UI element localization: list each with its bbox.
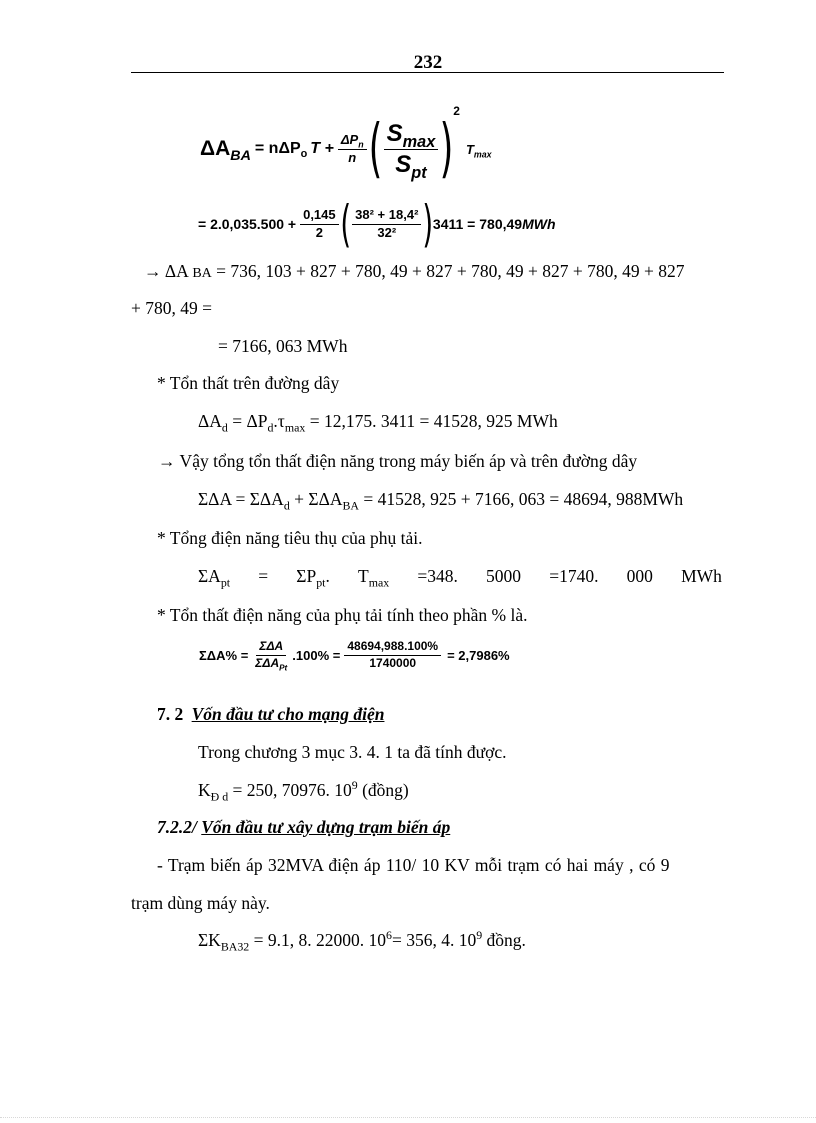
formula-term-b: T + <box>310 140 334 157</box>
paren-left: ( <box>368 112 382 186</box>
line-station-1: - Trạm biến áp 32MVA điện áp 110/ 10 KV mỗi trạm có hai máy , có 9 <box>157 855 670 875</box>
paren-right: ) <box>439 112 454 186</box>
section-7-2-2-number: 7.2.2/ <box>157 817 197 837</box>
line-chapter-ref: Trong chương 3 mục 3. 4. 1 ta đã tính được. <box>198 742 507 762</box>
line-k-investment: $K_{Đ d} = 250$, 70976. $10^9$ (đồng) <box>198 778 409 804</box>
page-number: 232 <box>413 52 443 73</box>
formula-transformer-loss <box>200 104 492 186</box>
header-rule <box>131 72 724 73</box>
paren-right-2: ) <box>422 195 434 253</box>
formula2-result: 3411 = 780,49 <box>432 216 523 232</box>
formula3-fraction-1: $\frac{\text{ΣΔA}}{\Sigma\Delta A_{Pt}}$ <box>255 639 288 673</box>
line-total-loss: $\Sigma\Delta A = \Sigma\Delta A_d + \Sigma\Delta A_{BA} = 41528$, 925 + 7166, 063 = 48694, 988MWh <box>198 489 684 513</box>
formula-transformer-loss-values <box>198 195 556 253</box>
formula-percent-loss: ΣΔA% = $\frac{\text{ΣΔA}}{\Sigma\Delta A_{Pt}}$ .100% = $\frac{48694,988.100\%}{1740000}$ = 2,7986% <box>199 639 510 673</box>
heading-line-loss: * Tổn thất trên đường dây <box>157 373 340 393</box>
formula-term-a: = nΔP$_o$ <box>254 140 308 161</box>
formula2-inner-fraction: $\frac{\text{38² + 18,4²}}{\text{32²}}$ <box>352 208 421 241</box>
page-bottom-border <box>0 1117 816 1118</box>
section-7-2 <box>157 704 384 725</box>
heading-consumption: * Tổng điện năng tiêu thụ của phụ tải. <box>157 528 423 548</box>
line-delta-a-ba-cont: + 780, 49 = <box>131 298 212 318</box>
formula2-fraction: $\frac{0,145}{2}$ <box>300 208 339 241</box>
section-7-2-2 <box>157 817 450 838</box>
line-delta-a-ba: → ΔA BA = 736, 103 + 827 + 780, 49 + 827 + 780, 49 + 827 + 780, 49 + 827 <box>144 261 685 281</box>
formula-power: 2 <box>453 104 460 118</box>
section-7-2-2-title: Vốn đầu tư xây dựng trạm biến áp <box>201 817 451 837</box>
line-consumption: $\Sigma A_{pt}$ = $\Sigma P_{pt}$. $T_{max}$ =348. 5000 =1740. 000 MWh <box>198 566 722 590</box>
heading-percent: * Tổn thất điện năng của phụ tải tính theo phần % là. <box>157 605 528 625</box>
formula-lhs: $\Delta A_{BA}$ <box>200 137 251 165</box>
line-kba32: $\Sigma K_{BA32} = 9.1$, 8. 22000. $10^6= 356$, 4. $10^9$ đồng. <box>198 928 526 954</box>
formula2-lead: = 2.0,035.500 + <box>198 216 297 232</box>
formula-fraction-dpn: $\frac{\Delta P_n}{n}$ <box>338 133 367 166</box>
line-total-intro: → Vậy tổng tổn thất điện năng trong máy biến áp và trên đường dây <box>158 451 638 471</box>
paren-left-2: ( <box>340 195 351 253</box>
section-7-2-title: Vốn đầu tư cho mạng điện <box>191 704 385 724</box>
formula-tail: $T_{max}$ <box>465 141 492 160</box>
line-delta-a-ba-result: = 7166, 063 MWh <box>218 336 348 356</box>
formula2-unit: MWh <box>522 216 556 232</box>
section-7-2-number: 7. 2 <box>157 704 184 724</box>
formula-fraction-s: $\frac{S_{max}}{S_{pt}}$ <box>384 120 439 178</box>
line-delta-a-d: $\Delta A_d = \Delta P_d.\tau_{max} = 12,175$. 3411 = 41528, 925 MWh <box>198 411 558 435</box>
formula3-fraction-2: $\frac{48694,988.100\%}{1740000}$ <box>344 640 441 671</box>
line-station-2: trạm dùng máy này. <box>131 893 270 913</box>
